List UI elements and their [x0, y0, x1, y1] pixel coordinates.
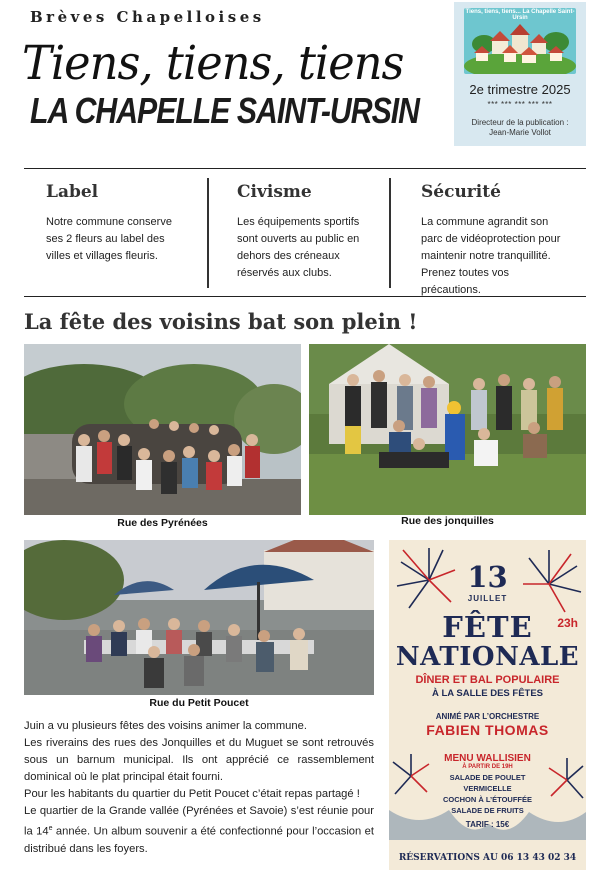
director-label: Directeur de la publication :	[471, 118, 569, 127]
poster-reservations: RÉSERVATIONS AU 06 13 43 02 34	[398, 853, 577, 863]
newsletter-logo	[464, 8, 576, 74]
article-paragraph: Le quartier de la Grande vallée (Pyrénées et Savoie) s’est réunie pour la 14e année. Un album souvenir a été confectionné pour l’occasion et distribué dans les foyers.	[24, 805, 374, 855]
poster-salle: À LA SALLE DES FÊTES	[431, 688, 544, 699]
logo-title: Tiens, tiens, tiens... La Chapelle Saint-Ursin	[465, 9, 575, 21]
fete-nationale-poster	[389, 540, 586, 870]
menu-item: VERMICELLE	[463, 784, 512, 793]
brief-civisme	[237, 182, 377, 282]
village-illustration	[464, 16, 576, 74]
poster-menu-time: À PARTIR DE 19H	[462, 764, 513, 770]
photo-caption: Rue des Pyrénées	[117, 517, 208, 529]
brief-text: Les équipements sportifs sont ouverts au public en dehors des créneaux réservés aux clubs.	[237, 216, 360, 279]
photo-caption: Rue du Petit Poucet	[149, 697, 249, 709]
poster-title-nationale: NATIONALE	[395, 642, 580, 672]
article-paragraph: Juin a vu plusieurs fêtes des voisins animer la commune.	[24, 720, 307, 732]
poster-anime: ANIMÉ PAR L’ORCHESTRE	[435, 712, 540, 721]
poster-diner: DÎNER ET BAL POPULAIRE	[415, 674, 560, 686]
top-rule	[24, 168, 586, 169]
poster-title-fete: FÊTE	[442, 610, 533, 644]
script-title: Tiens, tiens, tiens	[22, 36, 404, 91]
article-body	[24, 718, 374, 858]
poster-month: JUILLET	[467, 594, 508, 603]
brief-title: Label	[46, 182, 99, 202]
article-paragraph: Les riverains des rues des Jonquilles et du Muguet se sont retrouvés sous un barnum municipal. Ils ont apprécié ce rassemblement dominical où le plat principal était fourni.	[24, 737, 374, 783]
brief-title: Sécurité	[421, 182, 501, 202]
director-credit	[454, 118, 586, 138]
publication-info-box	[454, 2, 586, 146]
poster-orchestre: FABIEN THOMAS	[426, 722, 549, 738]
article-headline: La fête des voisins bat son plein !	[24, 309, 418, 334]
brief-label	[46, 182, 186, 265]
poster-menu-items	[389, 772, 586, 816]
photo-caption: Rue des jonquilles	[401, 515, 494, 527]
brief-securite	[421, 182, 566, 299]
brief-title: Civisme	[237, 182, 312, 202]
stars-divider: *** *** *** *** ***	[487, 100, 553, 109]
town-title: LA CHAPELLE SAINT-URSIN	[30, 90, 419, 131]
poster-hour: 23h	[557, 616, 578, 630]
bottom-rule	[24, 296, 586, 297]
brief-text: Notre commune conserve ses 2 fleurs au label des villes et villages fleuris.	[46, 216, 172, 262]
poster-tarif: TARIF : 15€	[465, 820, 510, 829]
article-paragraph: Pour les habitants du quartier du Petit Poucet c’était repas partagé !	[24, 788, 360, 800]
director-name: Jean-Marie Vollot	[489, 128, 551, 137]
menu-item: COCHON À L’ÉTOUFFÉE	[442, 795, 533, 804]
menu-item: SALADE DE POULET	[449, 773, 526, 782]
poster-day: 13	[467, 560, 508, 594]
photo-rue-des-jonquilles	[309, 344, 586, 515]
menu-item: SALADE DE FRUITS	[451, 806, 524, 815]
column-divider	[207, 178, 209, 288]
brief-text: La commune agrandit son parc de vidéoprotection pour maintenir notre tranquillité. Prenez toutes vos précautions.	[421, 216, 561, 296]
photo-rue-des-pyrenees	[24, 344, 301, 515]
column-divider	[389, 178, 391, 288]
photo-rue-du-petit-poucet	[24, 540, 374, 695]
poster-menu: MENU WALLISIEN	[444, 753, 531, 764]
kicker: Brèves Chapelloises	[30, 8, 265, 26]
quarter-label: 2e trimestre 2025	[469, 82, 571, 97]
